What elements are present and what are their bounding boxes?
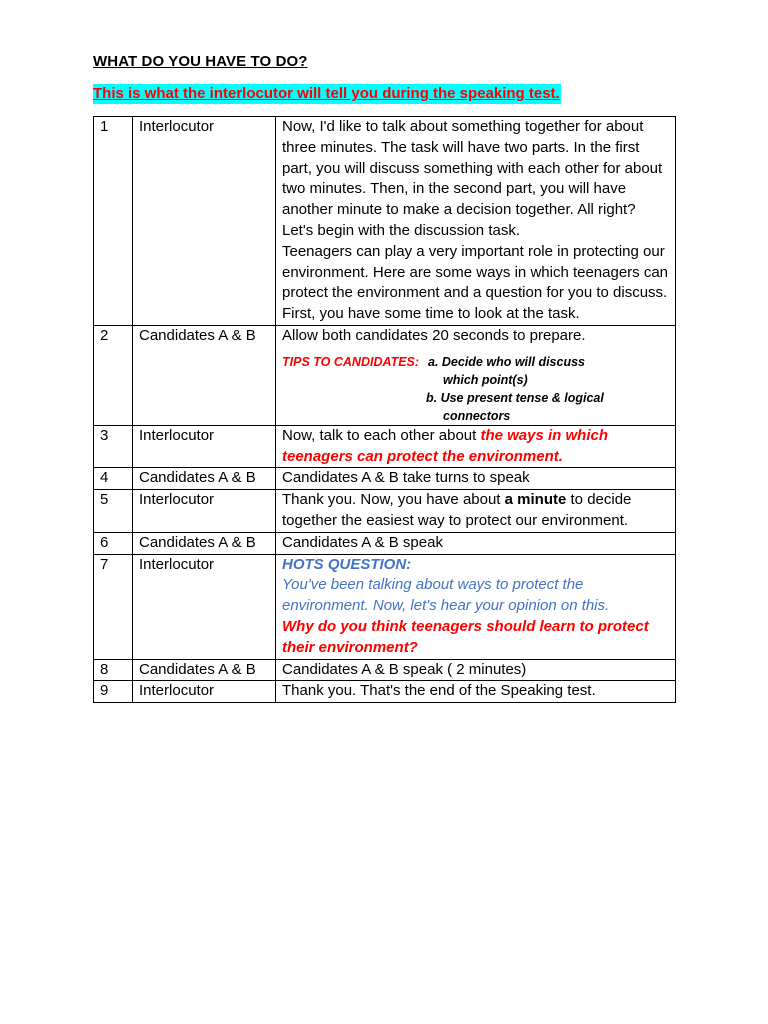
row-role: Interlocutor: [133, 117, 276, 326]
row-role: Interlocutor: [133, 425, 276, 468]
table-row: [94, 117, 676, 326]
row-number: 8: [94, 659, 133, 681]
page-heading: WHAT DO YOU HAVE TO DO?: [93, 53, 308, 70]
row-content: [276, 117, 676, 326]
row-number: 1: [94, 117, 133, 326]
row-role: Interlocutor: [133, 490, 276, 533]
tip-a-continued: which point(s): [443, 372, 528, 387]
row-role: Candidates A & B: [133, 659, 276, 681]
row-content: [276, 490, 676, 533]
tip-b: b. Use present tense & logical: [426, 390, 604, 405]
prep-instruction: Allow both candidates 20 seconds to prepare.: [282, 326, 586, 344]
row-text: Thank you. Now, you have about: [282, 491, 505, 509]
tips-block: [282, 353, 669, 425]
hots-question: Why do you think teenagers should learn to protect their environment?: [282, 617, 649, 656]
row-content: Thank you. That's the end of the Speaking test.: [276, 681, 676, 703]
row-number: 2: [94, 325, 133, 425]
speaking-test-table: [93, 116, 676, 703]
row-content: [276, 325, 676, 425]
row-number: 9: [94, 681, 133, 703]
row-content: Candidates A & B speak: [276, 532, 676, 554]
table-row: [94, 490, 676, 533]
row-number: 6: [94, 532, 133, 554]
table-row: [94, 425, 676, 468]
row-role: Candidates A & B: [133, 532, 276, 554]
row-role: Candidates A & B: [133, 468, 276, 490]
table-row: [94, 532, 676, 554]
row-content: [276, 554, 676, 659]
row-number: 5: [94, 490, 133, 533]
tips-label: TIPS TO CANDIDATES:: [282, 354, 420, 369]
row-content: Candidates A & B take turns to speak: [276, 468, 676, 490]
row-text-cont: to decide together the easiest way to protect our environment.: [282, 491, 632, 529]
bold-text: a minute: [504, 491, 567, 509]
table-row: [94, 468, 676, 490]
table-row: [94, 325, 676, 425]
row-role: Interlocutor: [133, 554, 276, 659]
instruction-paragraph: Now, I'd like to talk about something together for about three minutes. The task will have two parts. In the first part, you will discuss something with each other for about two minutes. Then, in the second part, you will have another minute to make a decision together. All right? Let's begin with the discussion task.: [282, 118, 663, 239]
row-number: 3: [94, 425, 133, 468]
row-content: Candidates A & B speak ( 2 minutes): [276, 659, 676, 681]
table-row: [94, 681, 676, 703]
row-number: 7: [94, 554, 133, 659]
row-role: Interlocutor: [133, 681, 276, 703]
table-row: [94, 554, 676, 659]
tip-b-continued: connectors: [443, 408, 511, 423]
emphasis-text: the ways in which teenagers can protect the environment.: [282, 426, 608, 465]
instruction-subheading: This is what the interlocutor will tell you during the speaking test.: [93, 85, 560, 102]
tip-a: a. Decide who will discuss: [428, 354, 585, 369]
table-row: [94, 659, 676, 681]
hots-label: HOTS QUESTION:: [282, 555, 412, 573]
hots-text: You've been talking about ways to protect the environment. Now, let's hear your opinion on this.: [282, 576, 610, 615]
row-text: Now, talk to each other about: [282, 426, 481, 444]
task-paragraph: Teenagers can play a very important role in protecting our environment. Here are some ways in which teenagers can protect the environment and a question for you to discuss. First, you have some time to look at the task.: [282, 242, 669, 323]
row-number: 4: [94, 468, 133, 490]
row-role: Candidates A & B: [133, 325, 276, 425]
row-content: [276, 425, 676, 468]
